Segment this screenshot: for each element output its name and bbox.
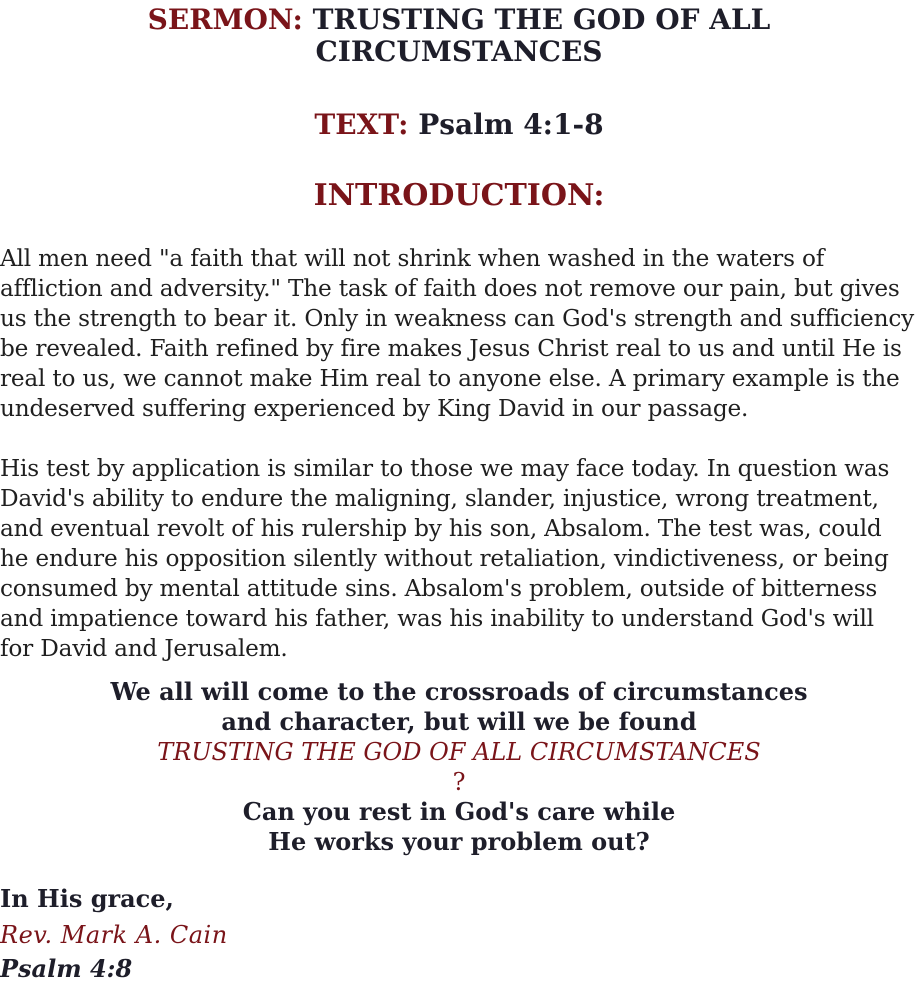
callout-emphasis-line xyxy=(0,737,918,797)
callout-block xyxy=(0,677,918,857)
text-reference: Psalm 4:1-8 xyxy=(418,108,604,141)
paragraph-line: consumed by mental attitude sins. Absalom's problem, outside of bitterness xyxy=(0,575,878,602)
paragraph-line: undeserved suffering experienced by King David in our passage. xyxy=(0,395,749,422)
paragraph-line: he endure his opposition silently without retaliation, vindictiveness, or being xyxy=(0,545,889,572)
paragraph-line: us the strength to bear it. Only in weakness can God's strength and sufficiency xyxy=(0,305,914,332)
closing-reference: Psalm 4:8 xyxy=(0,954,133,983)
sermon-label: SERMON: xyxy=(147,3,303,36)
callout-line: He works your problem out? xyxy=(268,827,650,856)
paragraph-line: real to us, we cannot make Him real to anyone else. A primary example is the xyxy=(0,365,900,392)
introduction-heading: INTRODUCTION: xyxy=(313,178,605,213)
text-label: TEXT: xyxy=(314,108,409,141)
callout-line: We all will come to the crossroads of circumstances xyxy=(110,677,808,706)
paragraph-line: His test by application is similar to those we may face today. In question was xyxy=(0,455,890,482)
sermon-title xyxy=(0,4,918,68)
paragraph-line: and impatience toward his father, was his inability to understand God's will xyxy=(0,605,874,632)
paragraph-line: and eventual revolt of his rulership by his son, Absalom. The test was, could xyxy=(0,515,882,542)
sermon-title-line2: CIRCUMSTANCES xyxy=(315,35,603,68)
paragraph-line: be revealed. Faith refined by fire makes Jesus Christ real to us and until He is xyxy=(0,335,902,362)
paragraph-line: for David and Jerusalem. xyxy=(0,635,288,662)
callout-line: Can you rest in God's care while xyxy=(242,797,676,826)
signature: Rev. Mark A. Cain xyxy=(0,921,228,949)
paragraph-line: David's ability to endure the maligning, slander, injustice, wrong treatment, xyxy=(0,485,879,512)
callout-question-mark: ? xyxy=(452,768,466,796)
closing-salutation: In His grace, xyxy=(0,884,174,913)
paragraph-2 xyxy=(0,454,918,664)
callout-line: and character, but will we be found xyxy=(221,707,697,736)
paragraph-1 xyxy=(0,244,918,424)
callout-emphasis: TRUSTING THE GOD OF ALL CIRCUMSTANCES xyxy=(157,738,761,766)
paragraph-line: All men need "a faith that will not shrink when washed in the waters of xyxy=(0,245,825,272)
sermon-title-line1: TRUSTING THE GOD OF ALL xyxy=(312,3,771,36)
paragraph-line: affliction and adversity." The task of faith does not remove our pain, but gives xyxy=(0,275,900,302)
scripture-text-heading xyxy=(0,108,918,142)
